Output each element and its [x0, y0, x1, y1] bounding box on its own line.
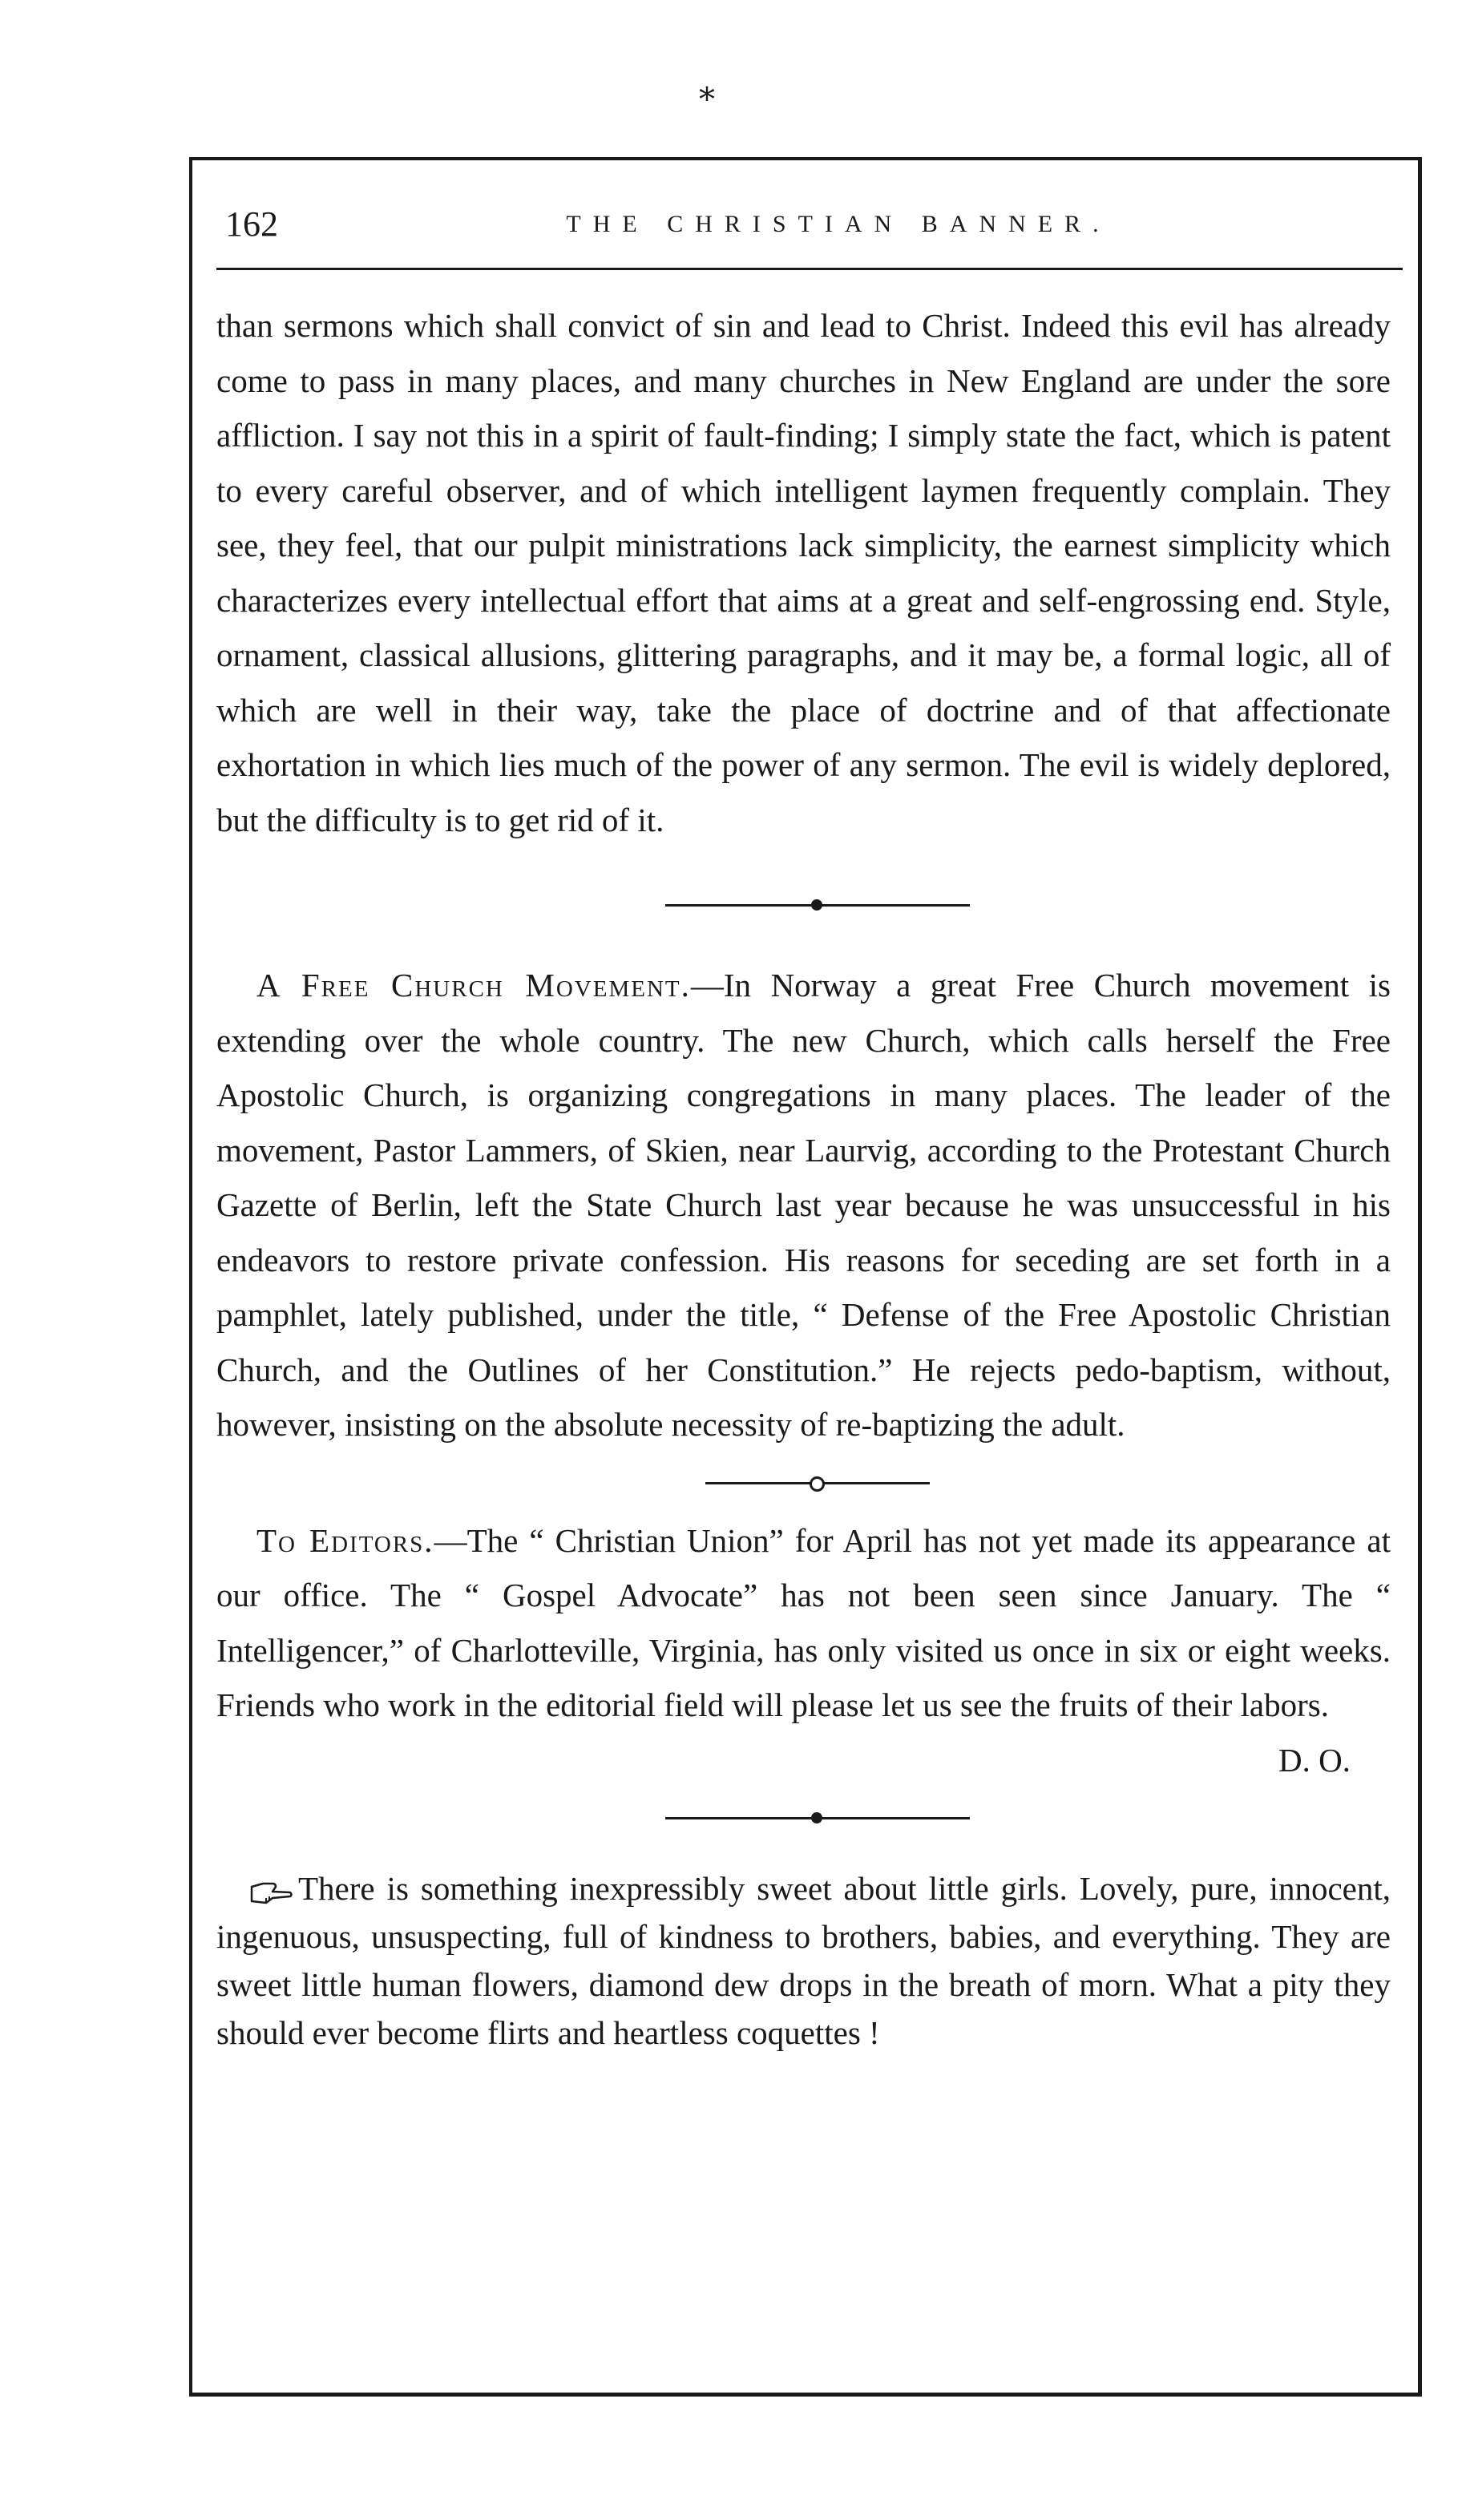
pointing-hand-icon [248, 1879, 293, 1906]
article-sermons-text: than sermons which shall convict of sin and lead to Christ. Indeed this evil has already come to pass in many places, and many churches in New England are under the sore affliction. I say not this in a spirit of fault-finding; I simply state the fact, which is patent to every careful observer, and of which intelligent laymen frequently complain. They see, they feel, that our pulpit ministrations lack simplicity, the earnest simplicity which characterizes every intellectual effort that aims at a great and self-engrossing end. Style, ornament, classical allusions, glittering paragraphs, and it may be, a formal logic, all of which are well in their way, take the place of doctrine and of that affectionate exhortation in which lies much of the power of any sermon. The evil is widely deplored, but the difficulty is to get rid of it. [216, 307, 1391, 838]
running-title: THE CHRISTIAN BANNER. [566, 211, 1111, 237]
section-divider [216, 1795, 1391, 1840]
article-little-girls-text: There is something inexpressibly sweet about little girls. Lovely, pure, innocent, ingenuous, unsuspecting, full of kindness to brothers, babies, and everything. They are sweet little human flowers, diamond dew drops in the breath of morn. What a pity they should ever become flirts and heartless coquettes ! [216, 1870, 1391, 2051]
article-free-church-heading: A Free Church Movement. [256, 967, 691, 1004]
page-header [225, 200, 1395, 248]
article-free-church-text: —In Norway a great Free Church movement is extending over the whole country. The new Church, which calls herself the Free Apostolic Church, is organizing congregations in many places. The leader of the movement, Pastor Lammers, of Skien, near Laurvig, according to the Protestant Church Gazette of Berlin, left the State Church last year because he was unsuccessful in his endeavors to restore private confession. His reasons for seceding are set forth in a pamphlet, lately published, under the title, “ Defense of the Free Apostolic Christian Church, and the Outlines of her Constitution.” He rejects pedo-baptism, without, however, insisting on the absolute necessity of re-baptizing the adult. [216, 967, 1391, 1443]
article-to-editors-text: —The “ Christian Union” for April has not yet made its appearance at our office. The “ Gospel Advocate” has not been seen since January. The “ Intelligencer,” of Charlotteville, Virginia, has only visited us once in six or eight weeks. Friends who work in the editorial field will please let us see the fruits of their labors. [216, 1521, 1391, 1723]
top-mark: ⁎ [699, 71, 715, 107]
article-free-church [216, 958, 1391, 1452]
section-divider [216, 882, 1391, 927]
page-content [216, 298, 1391, 2057]
divider-ring [810, 1476, 825, 1492]
article-to-editors [216, 1513, 1391, 1733]
divider-dot [811, 1812, 822, 1823]
header-rule [216, 268, 1403, 270]
article-to-editors-heading: To Editors. [256, 1521, 434, 1559]
article-sermons-continued [216, 298, 1391, 847]
page-number: 162 [225, 204, 278, 244]
editor-signature: D. O. [1278, 1741, 1351, 1779]
divider-dot [811, 899, 822, 911]
section-divider [216, 1460, 1391, 1505]
article-little-girls [216, 1864, 1391, 2057]
